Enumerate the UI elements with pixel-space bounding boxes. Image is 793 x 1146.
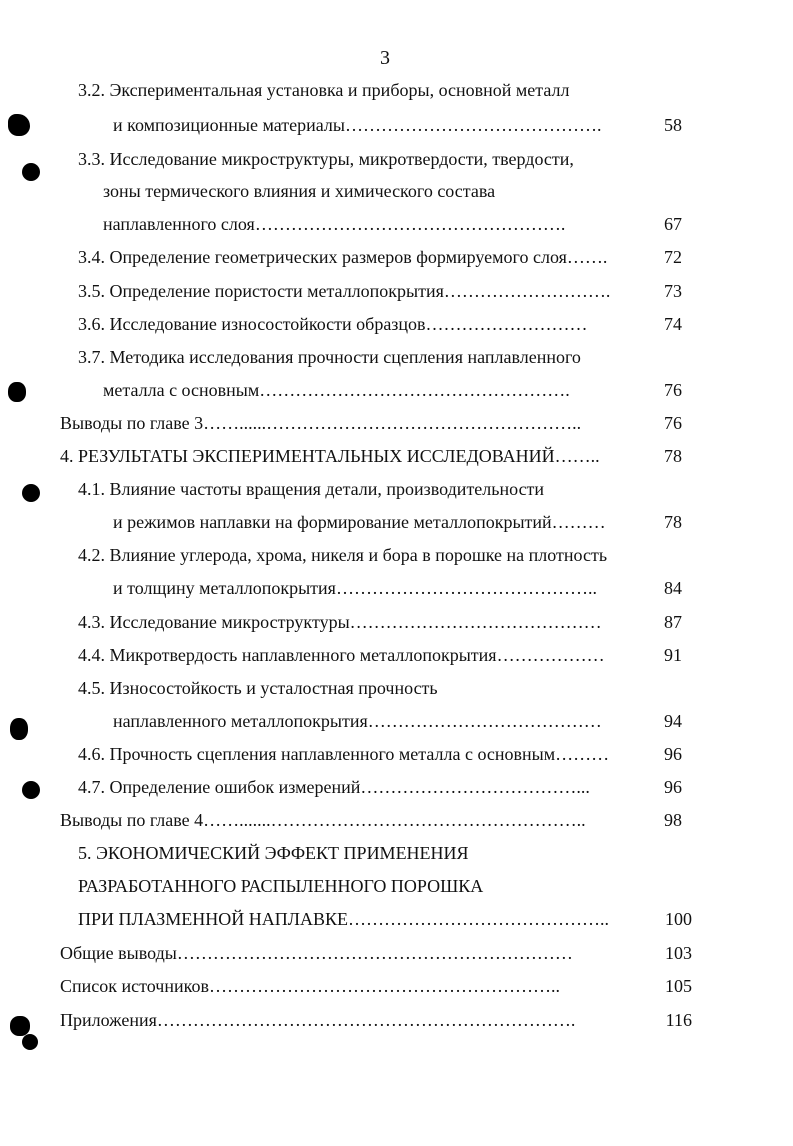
toc-page: 84 — [664, 578, 682, 598]
toc-page: 96 — [664, 744, 682, 764]
toc-line: Общие выводы………………………………………………………… — [60, 943, 573, 963]
binding-hole-mark — [22, 781, 40, 799]
toc-page: 105 — [665, 976, 692, 996]
toc-page: 76 — [664, 413, 682, 433]
toc-line: 4.1. Влияние частоты вращения детали, производительности — [78, 479, 545, 499]
toc-page: 94 — [664, 711, 682, 731]
toc-line: Выводы по главе 4…….......…………………………………………….. — [60, 810, 586, 830]
toc-line: наплавленного слоя……………………………………………. — [103, 214, 566, 234]
toc-line: наплавленного металлопокрытия………………………………… — [113, 711, 602, 731]
toc-line: 4.7. Определение ошибок измерений………………………………... — [78, 777, 590, 797]
toc-line: 4.5. Износостойкость и усталостная прочность — [78, 678, 438, 698]
binding-hole-mark — [10, 1016, 30, 1036]
toc-line: зоны термического влияния и химического состава — [103, 181, 496, 201]
toc-line: 3.4. Определение геометрических размеров формируемого слоя……. — [78, 247, 608, 267]
toc-page: 103 — [665, 943, 692, 963]
toc-line: 3.2. Экспериментальная установка и приборы, основной металл — [78, 80, 570, 100]
toc-page: 58 — [664, 115, 682, 135]
toc-line: 4. РЕЗУЛЬТАТЫ ЭКСПЕРИМЕНТАЛЬНЫХ ИССЛЕДОВАНИЙ…….. — [60, 446, 600, 466]
toc-line: и композиционные материалы……………………………………. — [113, 115, 602, 135]
toc-page: 116 — [665, 1010, 692, 1030]
toc-page: 91 — [664, 645, 682, 665]
toc-line: и режимов наплавки на формирование металлопокрытий……… — [113, 512, 606, 532]
toc-line: и толщину металлопокрытия…………………………………….. — [113, 578, 597, 598]
toc-line: металла с основным……………………………………………. — [103, 380, 570, 400]
toc-page: 98 — [664, 810, 682, 830]
toc-page: 76 — [664, 380, 682, 400]
toc-line: Приложения……………………………………………………………. — [60, 1010, 576, 1030]
toc-line: 3.5. Определение пористости металлопокрытия………………………. — [78, 281, 611, 301]
toc-page: 78 — [664, 512, 682, 532]
toc-line: Выводы по главе 3……......…………………………………………….. — [60, 413, 582, 433]
toc-page: 100 — [665, 909, 692, 929]
binding-hole-mark — [22, 163, 40, 181]
binding-hole-mark — [22, 484, 40, 502]
toc-page: 96 — [664, 777, 682, 797]
binding-hole-mark — [22, 1034, 38, 1050]
toc-page: 87 — [664, 612, 682, 632]
toc-line: 4.3. Исследование микроструктуры…………………………………… — [78, 612, 602, 632]
toc-line: 5. ЭКОНОМИЧЕСКИЙ ЭФФЕКТ ПРИМЕНЕНИЯ — [78, 843, 469, 863]
binding-hole-mark — [8, 114, 30, 136]
binding-hole-mark — [10, 718, 28, 740]
toc-page: 78 — [664, 446, 682, 466]
toc-line: РАЗРАБОТАННОГО РАСПЫЛЕННОГО ПОРОШКА — [78, 876, 484, 896]
toc-line: Список источников………………………………………………….. — [60, 976, 560, 996]
toc-page: 73 — [664, 281, 682, 301]
toc-line: ПРИ ПЛАЗМЕННОЙ НАПЛАВКЕ…………………………………….. — [78, 909, 609, 929]
toc-line: 3.7. Методика исследования прочности сцепления наплавленного — [78, 347, 581, 367]
toc-page: 72 — [664, 247, 682, 267]
binding-hole-mark — [8, 382, 26, 402]
toc-line: 4.4. Микротвердость наплавленного металлопокрытия……………… — [78, 645, 605, 665]
toc-line: 4.6. Прочность сцепления наплавленного металла с основным……… — [78, 744, 610, 764]
toc-line: 3.6. Исследование износостойкости образцов……………………… — [78, 314, 588, 334]
toc-line: 3.3. Исследование микроструктуры, микротвердости, твердости, — [78, 149, 574, 169]
toc-page: 67 — [664, 214, 682, 234]
toc-page: 74 — [664, 314, 682, 334]
page-number: 3 — [380, 47, 390, 69]
toc-line: 4.2. Влияние углерода, хрома, никеля и бора в порошке на плотность — [78, 545, 608, 565]
